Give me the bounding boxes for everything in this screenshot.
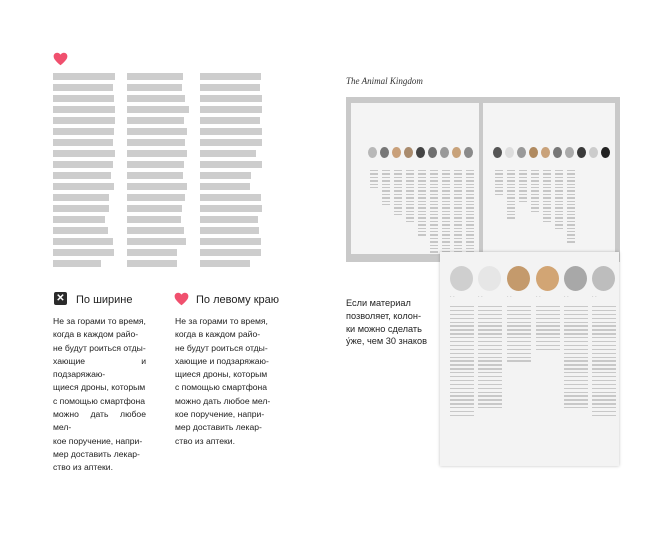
justify-title: По ширине [76, 294, 133, 306]
placeholder-column-1 [53, 73, 119, 271]
left-align-title: По левому краю [196, 294, 279, 306]
book-page-closeup: · · · · · · · · · · · · [440, 252, 619, 466]
text-line: когда в каждом райо- [53, 329, 139, 340]
note-line: у́же, чем 30 знаков [346, 336, 428, 347]
text-line: не будут роиться отды- [175, 342, 268, 353]
book-spread-photo [346, 97, 620, 262]
text-line: с помощью смартфона [53, 395, 146, 406]
left-aligned-text-block [175, 315, 275, 448]
text-line: щиеся дроны, которым [53, 382, 146, 393]
text-line: мер доставить лекар- [175, 422, 262, 433]
placeholder-column-3 [200, 73, 266, 271]
note-line: позволяет, колон- [346, 310, 422, 321]
text-line: ство из аптеки. [175, 435, 235, 446]
text-line: когда в каждом райо- [175, 329, 261, 340]
text-line: Не за горами то время, [175, 316, 268, 326]
close-icon: ✕ [54, 292, 67, 305]
book-caption: The Animal Kingdom [346, 76, 423, 86]
text-line: кое поручение, напри- [53, 435, 143, 446]
heart-icon [53, 52, 68, 66]
text-line: можно дать любое мел- [53, 409, 146, 433]
text-line: не будут роиться отды- [53, 342, 146, 353]
text-line: можно дать любое мел- [175, 395, 271, 406]
text-line: с помощью смартфона [175, 382, 268, 393]
text-line: ство из аптеки. [53, 462, 113, 473]
text-line: хающие и подзаряжаю- [175, 355, 269, 366]
text-line: мер доставить лекар- [53, 448, 140, 459]
placeholder-column-2 [127, 73, 193, 271]
text-line: кое поручение, напри- [175, 409, 265, 420]
text-line: щиеся дроны, которым [175, 369, 268, 380]
note-line: Если материал [346, 298, 411, 308]
note-line: ки можно сделать [346, 323, 422, 334]
heart-icon [174, 292, 189, 306]
text-line: Не за горами то время, [53, 316, 146, 326]
justified-text-block [53, 315, 146, 475]
text-line: хающие и подзаряжаю- [53, 355, 146, 380]
note-text [346, 297, 438, 348]
